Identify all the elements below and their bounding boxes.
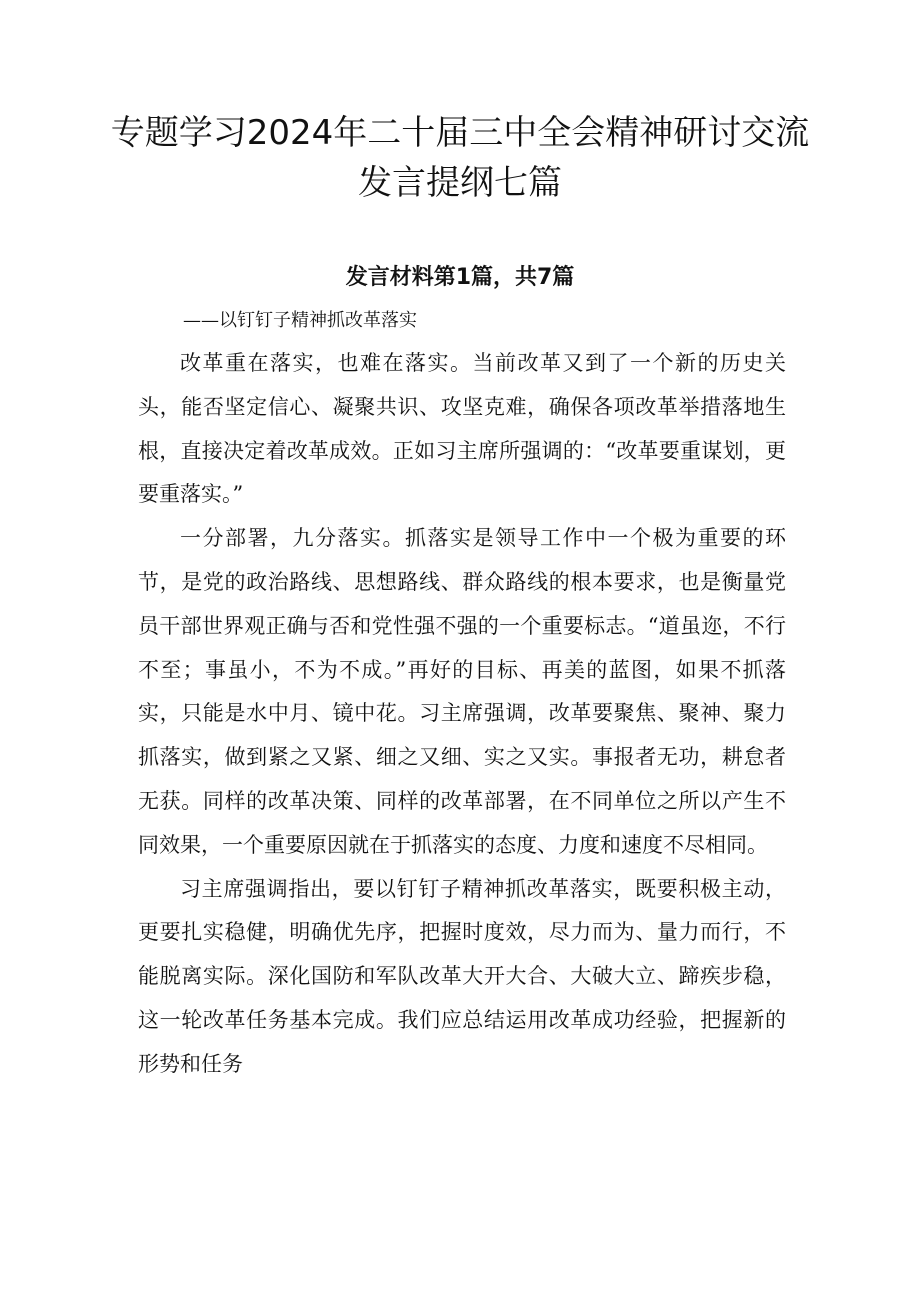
body-text — [138, 342, 786, 1087]
section-heading: 发言材料第1篇，共7篇 — [345, 265, 575, 290]
section-subtitle: ——以钉钉子精神抓改革落实 — [183, 310, 417, 331]
paragraph-1: 改革重在落实，也难在落实。当前改革又到了一个新的历史关头，能否坚定信心、凝聚共识、攻坚克难，确保各项改革举措落地生根，直接决定着改革成效。正如习主席所强调的：“改革要重谋划，更要重落实。” — [138, 351, 786, 507]
document-title: 专题学习2024年二十届三中全会精神研讨交流发言提纲七篇 — [110, 113, 810, 203]
paragraph-3: 习主席强调指出，要以钉钉子精神抓改革落实，既要积极主动，更要扎实稳健，明确优先序，把握时度效，尽力而为、量力而行，不能脱离实际。深化国防和军队改革大开大合、大破大立、蹄疾步稳，这一轮改革任务基本完成。我们应总结运用改革成功经验，把握新的形势和任务 — [138, 876, 786, 1076]
paragraph-2: 一分部署，九分落实。抓落实是领导工作中一个极为重要的环节，是党的政治路线、思想路线、群众路线的根本要求，也是衡量党员干部世界观正确与否和党性强不强的一个重要标志。“道虽迩，不行不至；事虽小，不为不成。”再好的目标、再美的蓝图，如果不抓落实，只能是水中月、镜中花。习主席强调，改革要聚焦、聚神、聚力抓落实，做到紧之又紧、细之又细、实之又实。事报者无功，耕怠者无获。同样的改革决策、同样的改革部署，在不同单位之所以产生不同效果，一个重要原因就在于抓落实的态度、力度和速度不尽相同。 — [138, 526, 786, 857]
